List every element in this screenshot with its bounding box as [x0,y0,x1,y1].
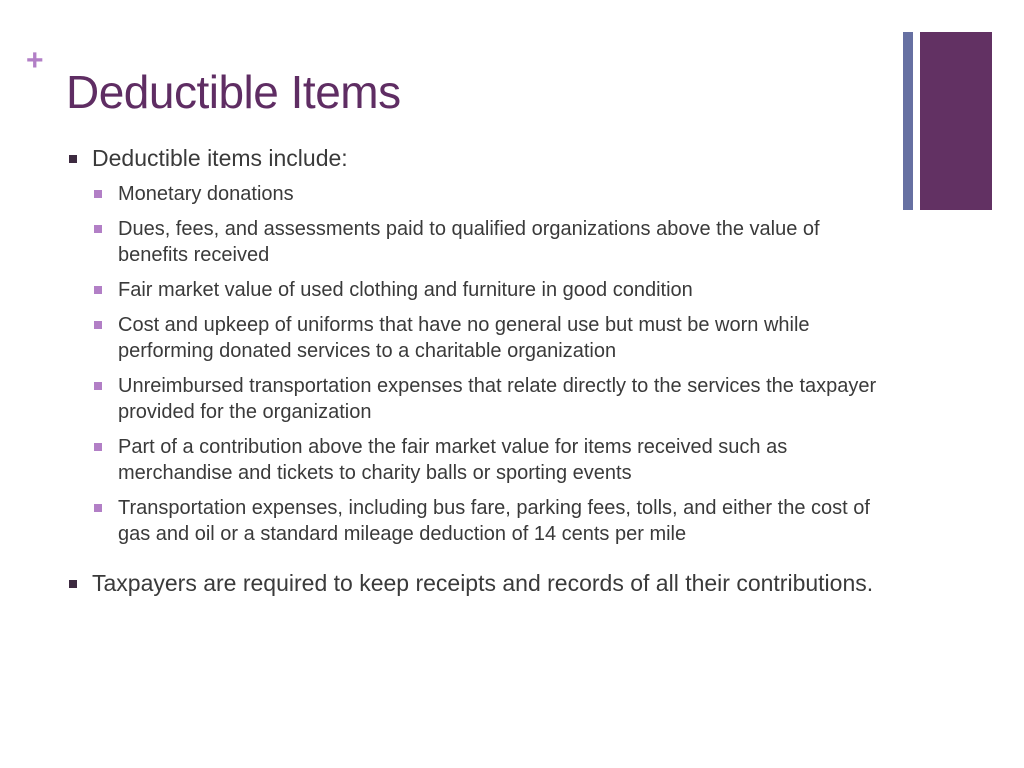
square-bullet-icon [94,443,102,451]
sub-bullet-text: Transportation expenses, including bus fare, parking fees, tolls, and either the cost of gas and oil or a standard mileage deduction of 14 cents per mile [118,497,870,545]
bullet-text: Taxpayers are required to keep receipts and records of all their contributions. [92,570,874,596]
sub-bullet-item [92,216,886,268]
bullet-receipts-records [66,569,886,597]
decorative-bar-thin [903,32,913,210]
sub-bullet-text: Unreimbursed transportation expenses that relate directly to the services the taxpayer provided for the organization [118,375,877,423]
slide-plus-mark: + [26,44,44,77]
sub-bullet-item [92,181,886,207]
sub-bullet-text: Cost and upkeep of uniforms that have no general use but must be worn while performing donated services to a charitable organization [118,314,810,362]
sub-bullet-list [66,181,886,547]
square-bullet-icon [94,382,102,390]
square-bullet-icon [94,504,102,512]
sub-bullet-text: Part of a contribution above the fair market value for items received such as merchandise and tickets to charity balls or sporting events [118,436,788,484]
square-bullet-icon [94,321,102,329]
sub-bullet-text: Fair market value of used clothing and furniture in good condition [118,279,693,301]
square-bullet-icon [69,155,77,163]
decorative-bar-thick [920,32,992,210]
square-bullet-icon [94,225,102,233]
sub-bullet-item [92,312,886,364]
sub-bullet-item [92,277,886,303]
bullet-text: Deductible items include: [92,145,348,171]
slide-content [66,140,886,597]
sub-bullet-item [92,434,886,486]
square-bullet-icon [94,190,102,198]
slide-title: Deductible Items [66,66,401,118]
square-bullet-icon [69,580,77,588]
square-bullet-icon [94,286,102,294]
sub-bullet-text: Dues, fees, and assessments paid to qualified organizations above the value of benefits received [118,218,820,266]
bullet-deductible-items [66,144,886,172]
sub-bullet-item [92,495,886,547]
sub-bullet-text: Monetary donations [118,183,294,205]
sub-bullet-item [92,373,886,425]
